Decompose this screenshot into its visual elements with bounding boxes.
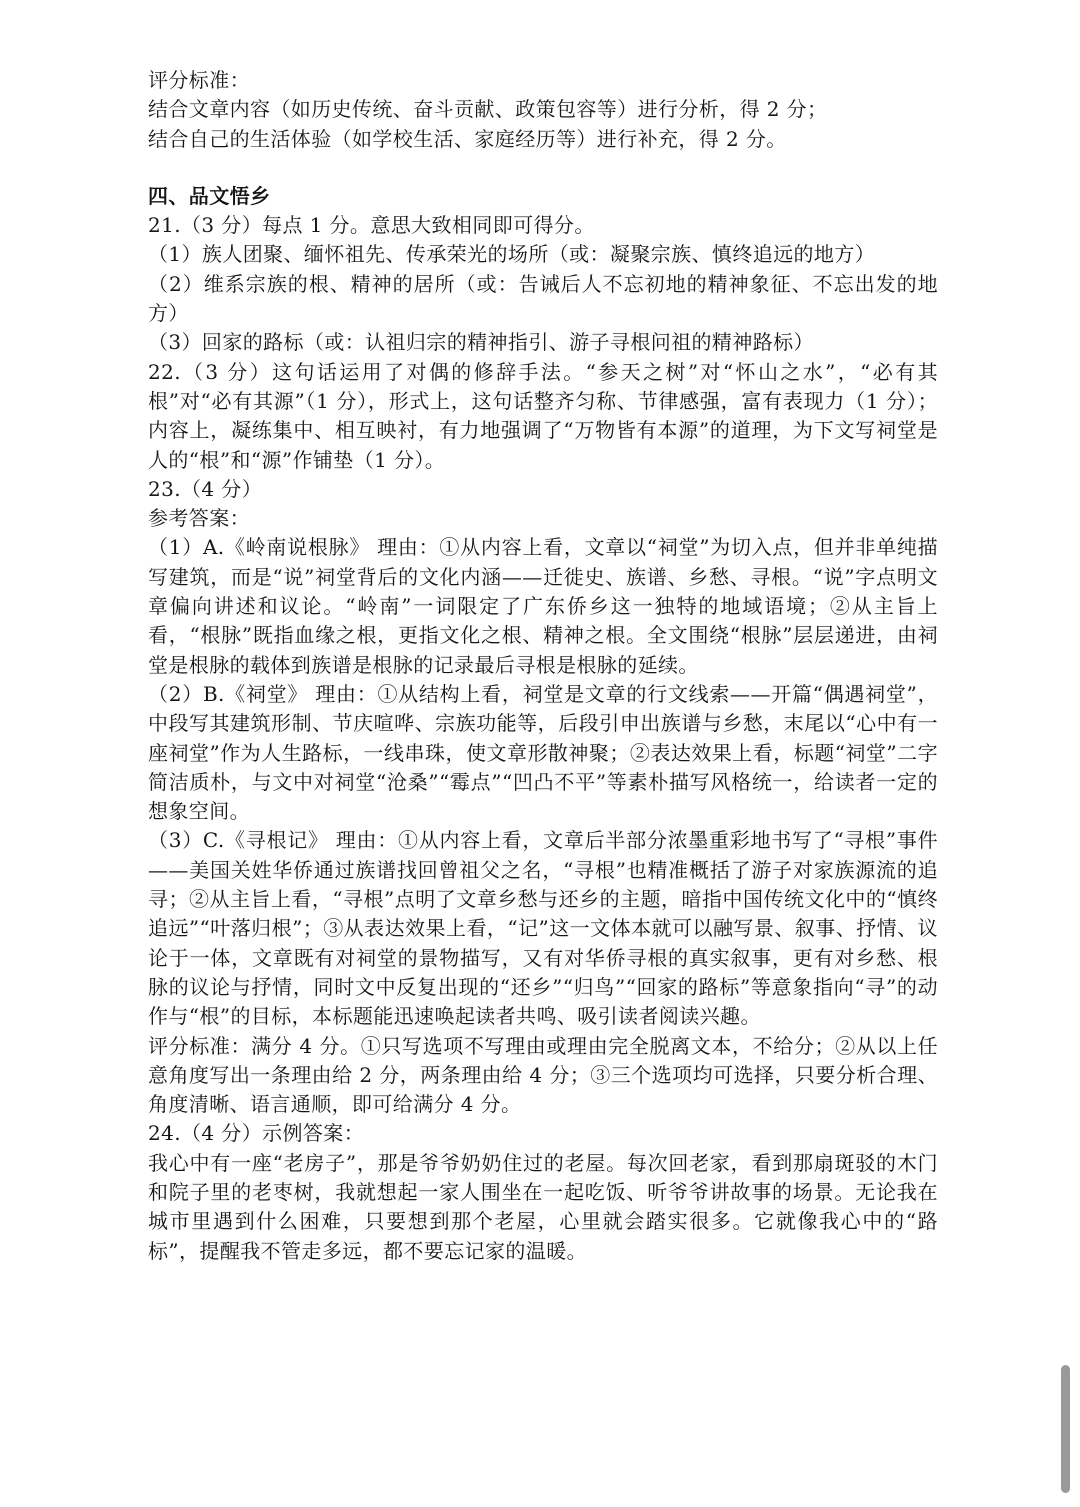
q23-header: 23.（4 分） — [148, 476, 263, 501]
answer-sheet-page — [148, 66, 938, 1266]
grading-item-2: 结合自己的生活体验（如学校生活、家庭经历等）进行补充，得 2 分。 — [148, 126, 787, 151]
grading-item-1: 结合文章内容（如历史传统、奋斗贡献、政策包容等）进行分析，得 2 分； — [148, 97, 828, 122]
q21-answer-1: （1）族人团聚、缅怀祖先、传承荣光的场所（或：凝聚宗族、慎终追远的地方） — [148, 242, 876, 267]
q23-option-2: （2）B.《祠堂》 理由：①从结构上看，祠堂是文章的行文线索——开篇“偶遇祠堂”，中段写其建筑形制、节庆喧哗、宗族功能等，后段引申出族谱与乡愁，末尾以“心中有一座祠堂”作为人生路标，一线串珠，使文章形散神聚；②表达效果上看，标题“祠堂”二字简洁质朴，与文中对祠堂“沧桑”“霉点”“凹凸不平”等素朴描写风格统一，给读者一定的想象空间。 — [148, 681, 938, 824]
q24-header: 24.（4 分）示例答案： — [148, 1121, 365, 1146]
q23-option-3: （3）C.《寻根记》 理由：①从内容上看，文章后半部分浓墨重彩地书写了“寻根”事件——美国关姓华侨通过族谱找回曾祖父之名，“寻根”也精准概括了游子对家族源流的追寻；②从主旨上看，“寻根”点明了文章乡愁与还乡的主题，暗指中国传统文化中的“慎终追远”“叶落归根”；③从表达效果上看，“记”这一文体本就可以融写景、叙事、抒情、议论于一体，文章既有对祠堂的景物描写，又有对华侨寻根的真实叙事，更有对乡愁、根脉的议论与抒情，同时文中反复出现的“还乡”“归鸟”“回家的路标”等意象指向“寻”的动作与“根”的目标，本标题能迅速唤起读者共鸣、吸引读者阅读兴趣。 — [148, 828, 938, 1029]
q23-reference-label: 参考答案： — [148, 506, 250, 531]
q21-answer-2: （2）维系宗族的根、精神的居所（或：告诫后人不忘初地的精神象征、不忘出发的地方） — [148, 271, 938, 326]
q21-header: 21.（3 分）每点 1 分。意思大致相同即可得分。 — [148, 213, 595, 238]
section-title: 四、品文悟乡 — [148, 183, 271, 208]
q23-option-1: （1）A.《岭南说根脉》 理由：①从内容上看，文章以“祠堂”为切入点，但并非单纯描写建筑，而是“说”祠堂背后的文化内涵——迁徙史、族谱、乡愁、寻根。“说”字点明文章偏向讲述和议论。“岭南”一词限定了广东侨乡这一独特的地域语境；②从主旨上看，“根脉”既指血缘之根，更指文化之根、精神之根。全文围绕“根脉”层层递进，由祠堂是根脉的载体到族谱是根脉的记录最后寻根是根脉的延续。 — [148, 535, 938, 677]
q21-answer-3: （3）回家的路标（或：认祖归宗的精神指引、游子寻根问祖的精神路标） — [148, 330, 814, 355]
q22-answer: 22.（3 分）这句话运用了对偶的修辞手法。“参天之树”对“怀山之水”，“必有其根”对“必有其源”（1 分），形式上，这句话整齐匀称、节律感强，富有表现力（1 分）；内容上，凝练集中、相互映衬，有力地强调了“万物皆有本源”的道理，为下文写祠堂是人的“根”和“源”作铺垫（1 分）。 — [148, 359, 938, 472]
grading-label: 评分标准： — [148, 68, 250, 92]
scrollbar-thumb[interactable] — [1061, 1365, 1070, 1493]
q24-answer: 我心中有一座“老房子”，那是爷爷奶奶住过的老屋。每次回老家，看到那扇斑驳的木门和院子里的老枣树，我就想起一家人围坐在一起吃饭、听爷爷讲故事的场景。无论我在城市里遇到什么困难，只要想到那个老屋，心里就会踏实很多。它就像我心中的“路标”，提醒我不管走多远，都不要忘记家的温暖。 — [148, 1150, 938, 1263]
q23-grading: 评分标准：满分 4 分。①只写选项不写理由或理由完全脱离文本，不给分；②从以上任意角度写出一条理由给 2 分，两条理由给 4 分；③三个选项均可选择，只要分析合理、角度清晰、语言通顺，即可给满分 4 分。 — [148, 1033, 938, 1117]
